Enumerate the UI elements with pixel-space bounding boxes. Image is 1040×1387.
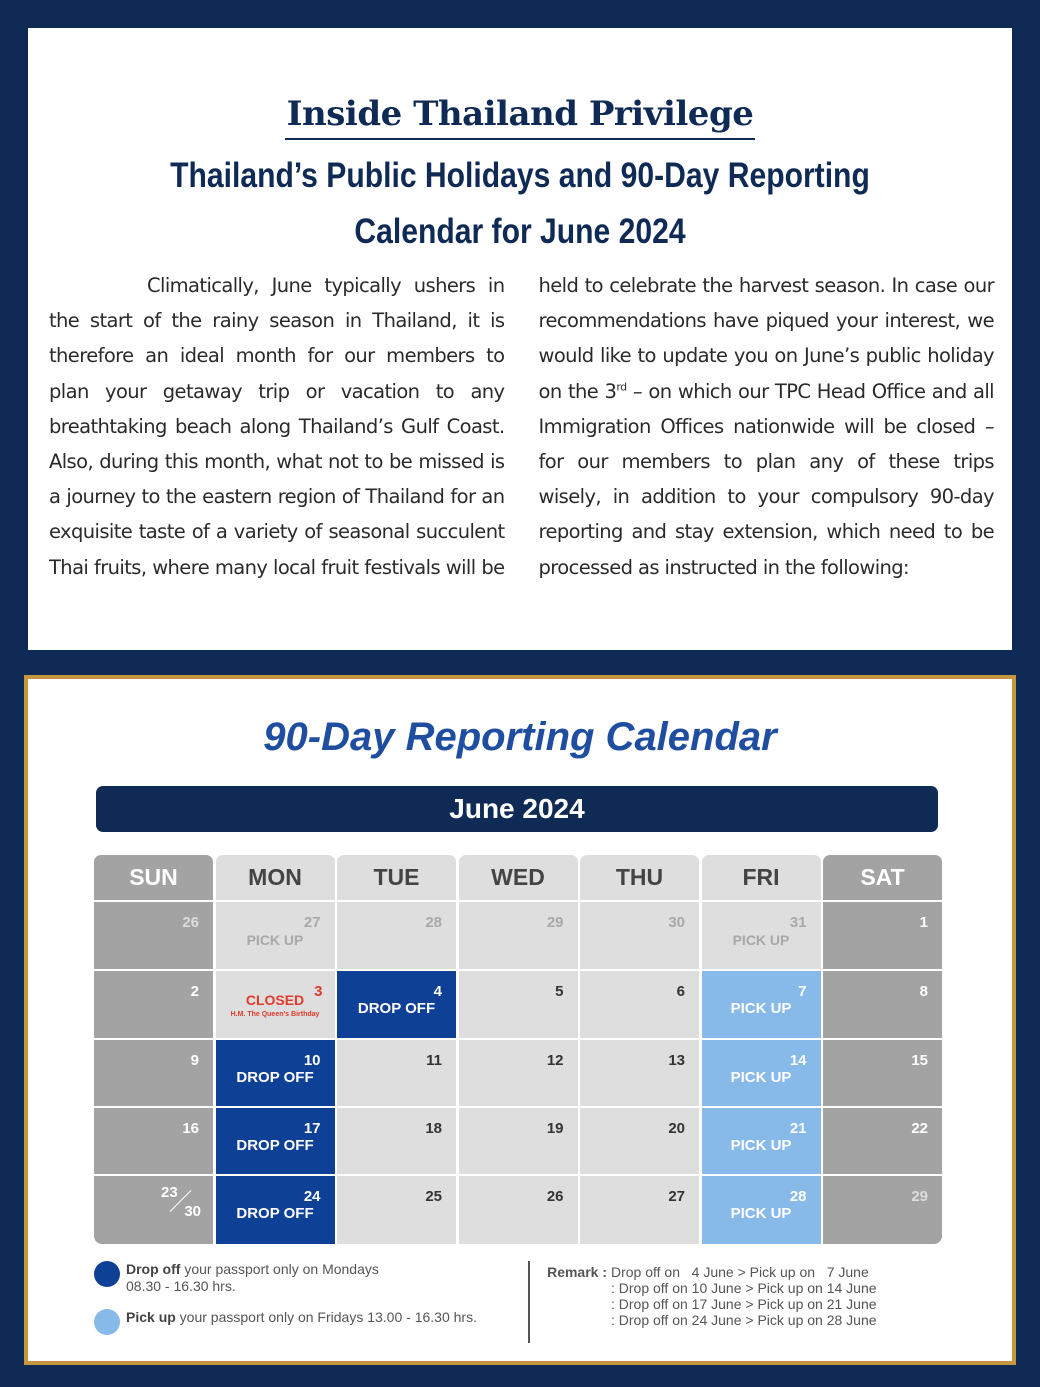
day-number: 27	[668, 1188, 685, 1205]
day-number: 26	[182, 914, 199, 931]
article-panel	[28, 28, 1012, 650]
body-text-part-2: – on which our TPC Head Office and all Immigration Offices nationwide will be closed – for our members to plan any of these trips wisely, in addition to your compulsory 90-day reporting and stay extension, which need to be processed as instructed in the following:	[538, 379, 994, 579]
day-number: 31	[789, 914, 807, 931]
day-cell	[459, 971, 578, 1038]
day-number: 25	[425, 1188, 442, 1205]
day-cell	[337, 1040, 456, 1106]
day-number: 29	[911, 1188, 928, 1205]
day-cell	[337, 902, 456, 969]
day-cell	[94, 1108, 213, 1174]
headline-line-1: Thailand’s Public Holidays and 90-Day Reporting	[170, 156, 870, 195]
weekday-header-fri: FRI	[702, 855, 821, 900]
weekday-header-sat: SAT	[823, 855, 942, 900]
day-number: 28	[425, 914, 442, 931]
day-cell	[94, 971, 213, 1038]
day-number: 28	[789, 1188, 807, 1205]
drop-off-label: DROP OFF	[236, 1137, 314, 1154]
day-number: 2	[190, 983, 199, 1000]
day-number: 11	[426, 1052, 442, 1069]
day-cell	[580, 1176, 699, 1244]
day-cell	[459, 1040, 578, 1106]
remark-row: : Drop off on 24 June > Pick up on 28 June	[611, 1312, 877, 1328]
day-number: 18	[425, 1120, 442, 1137]
day-cell	[823, 902, 942, 969]
day-cell	[702, 902, 821, 969]
day-number: 16	[182, 1120, 199, 1137]
pick-up-label: PICK UP	[730, 1000, 792, 1017]
day-cell	[337, 1176, 456, 1244]
day-number: 30	[184, 1203, 201, 1220]
day-number: 15	[911, 1052, 928, 1069]
ordinal-suffix: rd	[616, 380, 627, 394]
day-cell	[823, 971, 942, 1038]
day-cell	[702, 1108, 821, 1174]
day-number: 7	[798, 983, 807, 1000]
day-cell	[216, 971, 335, 1038]
weekday-header-tue: TUE	[337, 855, 456, 900]
remark-row: Drop off on 4 June > Pick up on 7 June	[611, 1264, 869, 1280]
day-cell	[823, 1176, 942, 1244]
remarks	[545, 1264, 877, 1328]
legend-dropoff-bold: Drop off	[126, 1261, 181, 1277]
day-number: 26	[546, 1188, 564, 1205]
day-number: 9	[190, 1052, 199, 1069]
day-cell	[580, 1040, 699, 1106]
calendar-grid	[94, 855, 942, 1244]
weekday-header-wed: WED	[459, 855, 578, 900]
dropoff-dot-icon	[94, 1261, 120, 1287]
legend-dropoff-text: your passport only on Mondays	[180, 1261, 379, 1277]
day-cell	[94, 1176, 213, 1244]
pick-up-label: PICK UP	[730, 1205, 792, 1222]
day-number: 13	[668, 1052, 685, 1069]
pick-up-label: PICK UP	[730, 1137, 792, 1154]
day-number: 29	[546, 914, 564, 931]
remark-row: : Drop off on 10 June > Pick up on 14 June	[611, 1280, 877, 1296]
day-cell	[580, 902, 699, 969]
day-number: 21	[789, 1120, 807, 1137]
split-day-number	[161, 1184, 201, 1220]
day-cell	[216, 1040, 335, 1106]
day-number: 30	[668, 914, 685, 931]
legend-pickup	[94, 1309, 524, 1326]
day-cell	[216, 1108, 335, 1174]
day-cell	[823, 1108, 942, 1174]
legend-pickup-bold: Pick up	[126, 1309, 176, 1325]
weekday-header-mon: MON	[216, 855, 335, 900]
day-number: 22	[911, 1120, 928, 1137]
month-bar: June 2024	[96, 786, 938, 832]
day-cell	[337, 1108, 456, 1174]
day-cell	[702, 1040, 821, 1106]
headline-line-2: Calendar for June 2024	[354, 212, 686, 251]
day-number: 4	[433, 983, 442, 1000]
legend-dropoff-hours: 08.30 - 16.30 hrs.	[126, 1278, 236, 1294]
day-cell	[580, 971, 699, 1038]
remark-label: Remark :	[547, 1264, 607, 1280]
day-number: 10	[303, 1052, 321, 1069]
day-cell	[94, 902, 213, 969]
weekday-header-sun: SUN	[94, 855, 213, 900]
day-number: 1	[919, 914, 928, 931]
day-number: 19	[546, 1120, 564, 1137]
weekday-header-thu: THU	[580, 855, 699, 900]
brand-title: Inside Thailand Privilege	[28, 94, 1012, 140]
day-number: 5	[555, 983, 564, 1000]
legend-dropoff	[94, 1261, 524, 1295]
day-cell	[459, 902, 578, 969]
day-number: 17	[303, 1120, 321, 1137]
calendar-card	[24, 675, 1016, 1365]
article-body	[49, 268, 994, 585]
day-cell	[702, 1176, 821, 1244]
day-number: 3	[314, 983, 323, 1000]
drop-off-label: DROP OFF	[357, 1000, 436, 1017]
day-number: 12	[546, 1052, 564, 1069]
day-cell	[580, 1108, 699, 1174]
day-number: 23	[161, 1184, 178, 1201]
day-cell	[94, 1040, 213, 1106]
pick-up-label: PICK UP	[730, 1069, 792, 1086]
day-cell	[216, 902, 335, 969]
day-cell	[459, 1176, 578, 1244]
drop-off-label: DROP OFF	[236, 1069, 314, 1086]
pickup-dot-icon	[94, 1309, 120, 1335]
body-text-part-1: Climatically, June typically ushers in the start of the rainy season in Thailand, it is therefore an ideal month for our members to plan your getaway trip or vacation to any breathtaking beach along Thailand’s Gulf Coast. Also, during this month, what not to be missed is a journey to the eastern region of Thailand for an exquisite taste of a variety of seasonal succulent Thai fruits, where many local fruit festivals will be held to celebrate the harvest season. In case our recommendations have piqued your interest, we would like to update you on June’s public holiday on the 3	[49, 274, 994, 579]
day-cell	[216, 1176, 335, 1244]
closed-label: CLOSED	[245, 992, 305, 1008]
drop-off-label: DROP OFF	[236, 1205, 314, 1222]
calendar-title: 90-Day Reporting Calendar	[263, 715, 777, 759]
day-cell	[702, 971, 821, 1038]
legend-divider	[528, 1261, 530, 1343]
holiday-note: H.M. The Queen’s Birthday	[230, 1011, 320, 1018]
day-number: 14	[789, 1052, 807, 1069]
pick-up-label: PICK UP	[732, 932, 790, 948]
legend-pickup-text: your passport only on Fridays 13.00 - 16.30 hrs.	[175, 1309, 477, 1325]
legend	[94, 1261, 524, 1326]
day-number: 24	[303, 1188, 321, 1205]
day-cell	[823, 1040, 942, 1106]
headline	[97, 148, 943, 260]
day-number: 27	[303, 914, 321, 931]
remark-row: : Drop off on 17 June > Pick up on 21 June	[611, 1296, 877, 1312]
day-number: 20	[668, 1120, 685, 1137]
day-number: 6	[676, 983, 685, 1000]
day-cell	[337, 971, 456, 1038]
day-cell	[459, 1108, 578, 1174]
day-number: 8	[919, 983, 928, 1000]
pick-up-label: PICK UP	[246, 932, 304, 948]
